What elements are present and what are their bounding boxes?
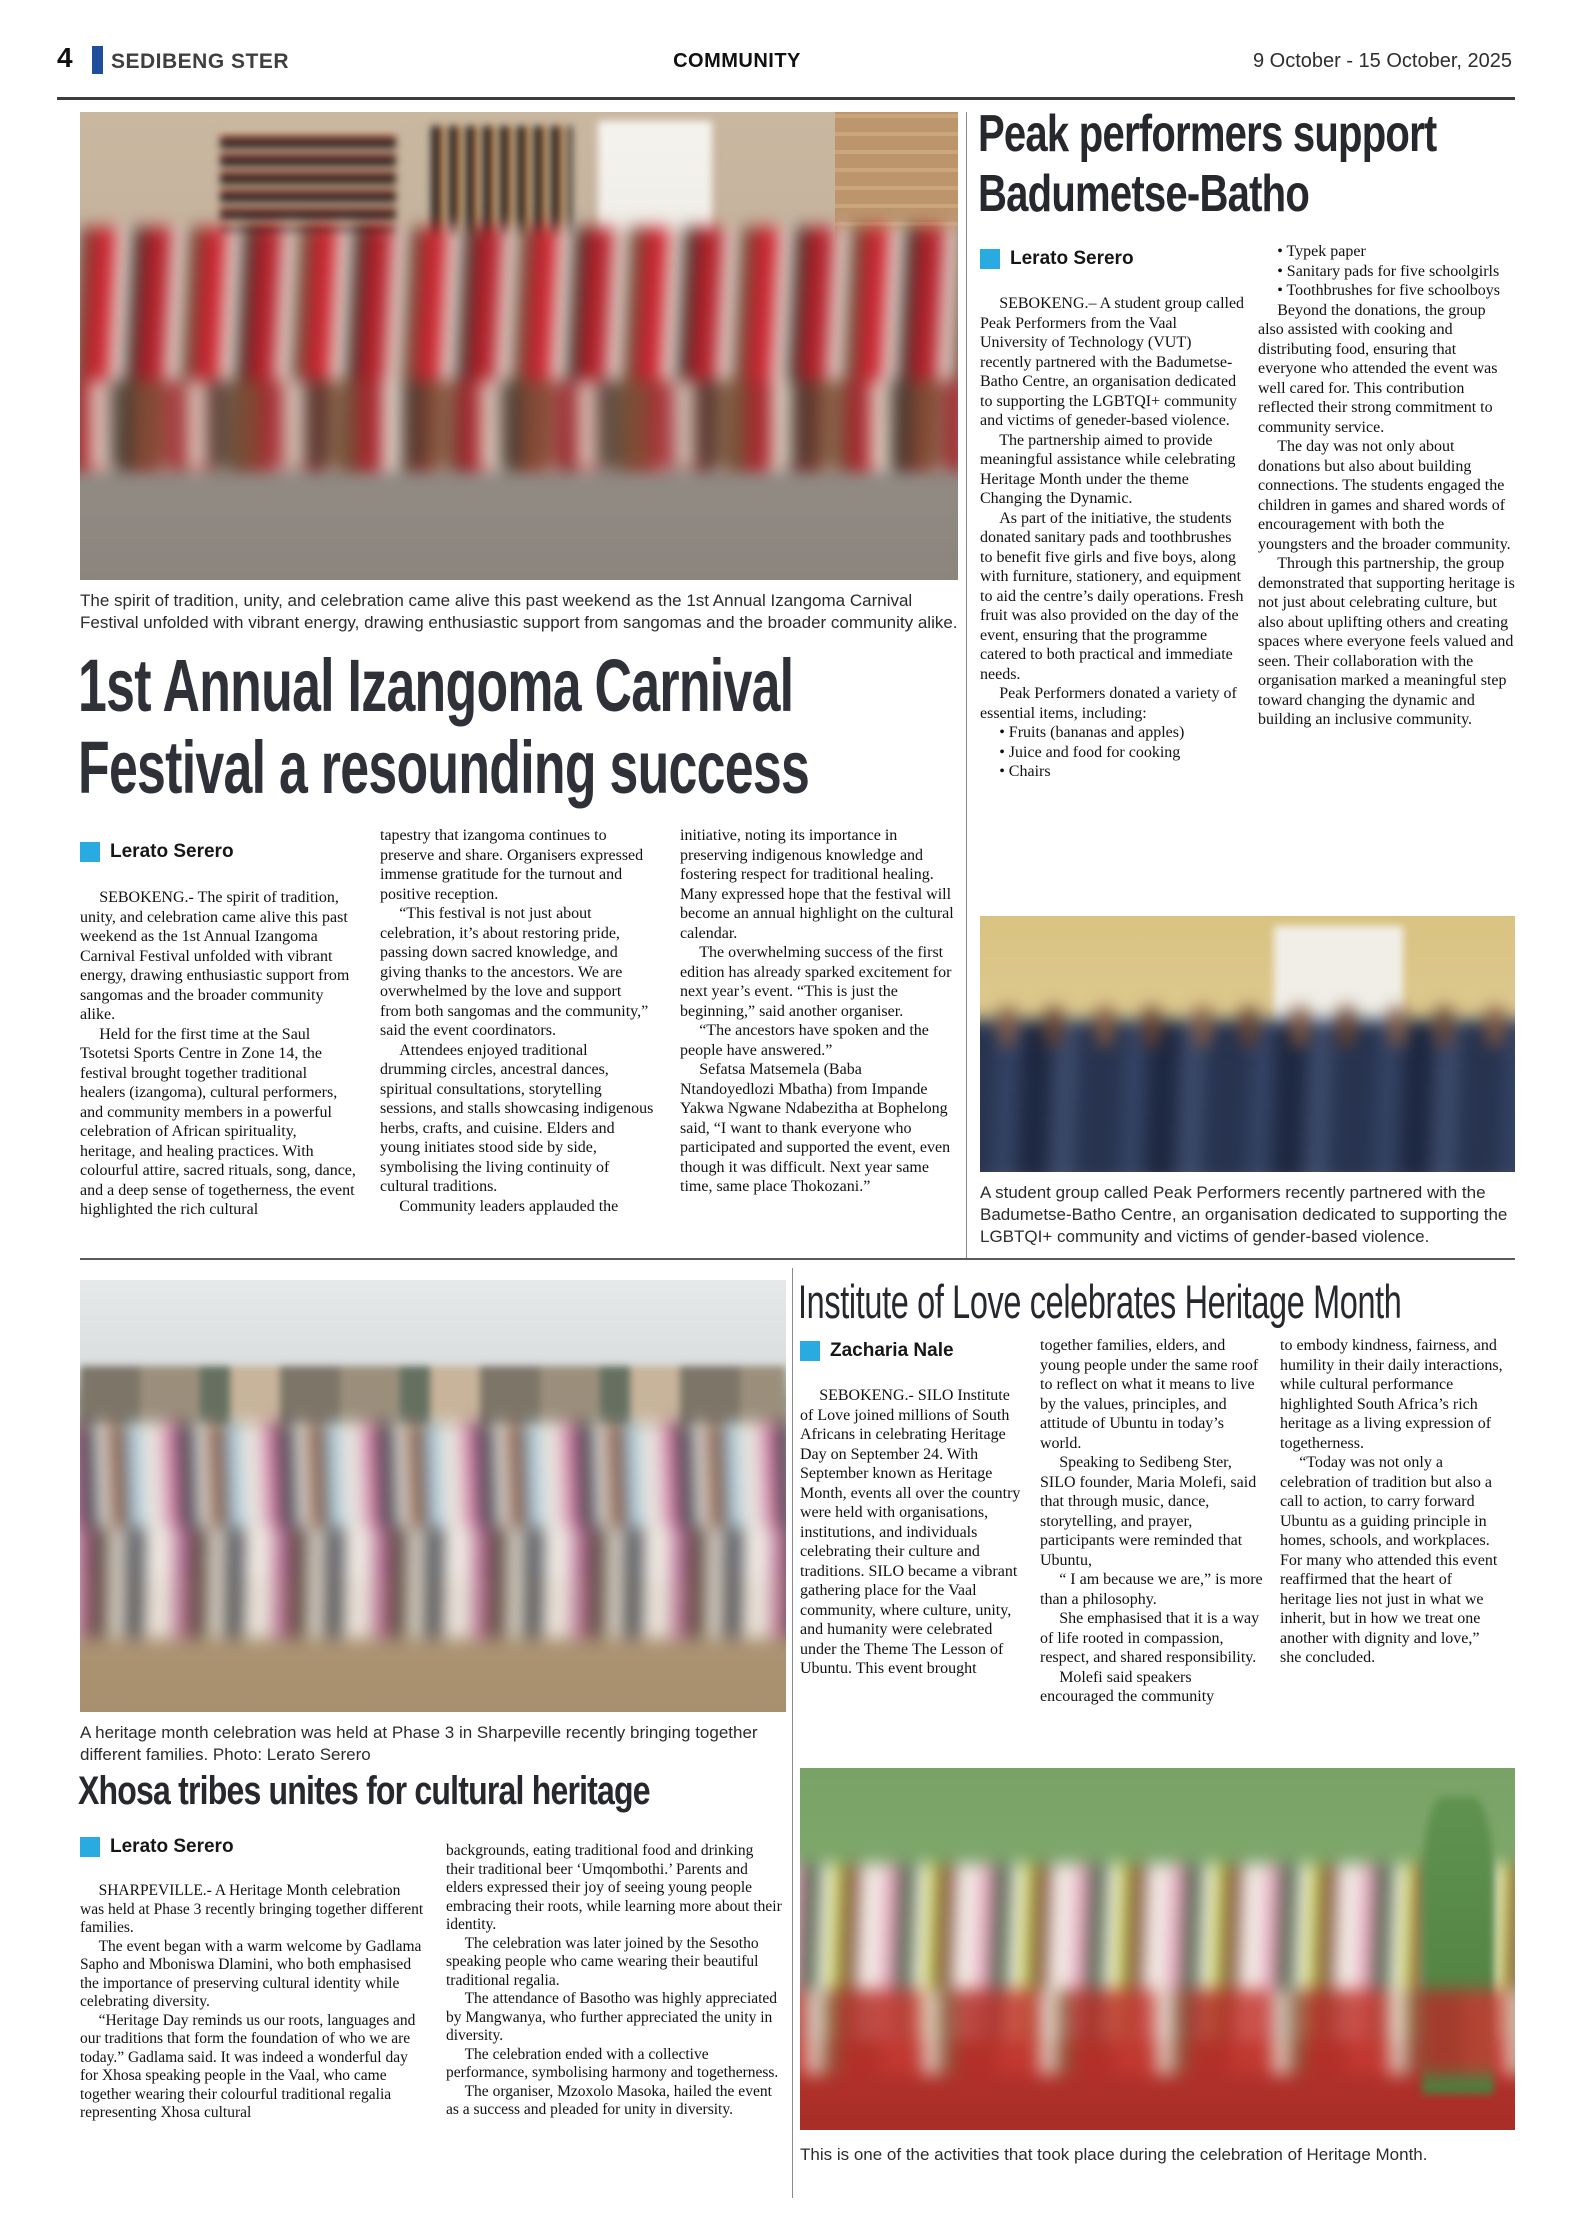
paragraph: initiative, noting its importance in preserving indigenous knowledge and fostering respect for traditional healing. Many expressed hope that the festival will become an annual highlight on the cultural calendar. xyxy=(680,827,954,942)
paragraph: The celebration was later joined by the Sesotho speaking people who came wearing their beautiful traditional regalia. xyxy=(446,1934,759,1989)
byline-marker-icon xyxy=(800,1341,820,1361)
paragraph: SHARPEVILLE.- A Heritage Month celebration was held at Phase 3 recently bringing together different families. xyxy=(80,1882,424,1936)
paragraph: The partnership aimed to provide meaningful assistance while celebrating Heritage Month under the theme Changing the Dynamic. xyxy=(980,431,1236,507)
paragraph: tapestry that izangoma continues to preserve and share. Organisers expressed immense gratitude for the turnout and positive reception. xyxy=(380,827,644,903)
section-title: COMMUNITY xyxy=(673,50,801,72)
masthead-title: SEDIBENG STER xyxy=(111,50,290,73)
izangoma-byline-name: Lerato Serero xyxy=(110,841,234,862)
paragraph: to embody kindness, fairness, and humility in their daily interactions, while cultural performance highlighted South Africa’s rich heritage as a living expression of togetherness. xyxy=(1280,1337,1503,1452)
paragraph: The celebration ended with a collective performance, symbolising harmony and togetherness. xyxy=(446,2045,779,2081)
paragraph: As part of the initiative, the students donated sanitary pads and toothbrushes to benefit five girls and five boys, along with furniture, stationery, and equipment to aid the centre’s daily operations. Fresh fruit was also provided on the day of the event, ensuring that the programme catered to both practical and immediate needs. xyxy=(980,509,1244,683)
paragraph: SEBOKENG.- SILO Institute of Love joined millions of South Africans in celebrating Heritage Day on September 24. With September known as Heritage Month, events all over the country were held with organisations, institutions, and individuals celebrating their culture and traditions. SILO became a vibrant gathering place for the Vaal community, where culture, unity, and humanity were celebrated under the Theme The Lesson of Ubuntu. This event brought xyxy=(800,1387,1021,1677)
column-divider-bottom xyxy=(792,1268,793,2198)
xhosa-byline-name: Lerato Serero xyxy=(110,1836,234,1857)
paragraph: • Fruits (bananas and apples) xyxy=(999,724,1185,741)
paragraph: Speaking to Sedibeng Ster, SILO founder, Maria Molefi, said that through music, dance, storytelling, and prayer, participants were reminded that Ubuntu, xyxy=(1040,1454,1257,1569)
phase3-heritage-photo xyxy=(80,1280,786,1712)
paragraph: The overwhelming success of the first edition has already sparked excitement for next year’s event. “This is just the beginning,” said another organiser. xyxy=(680,944,952,1020)
paragraph: SEBOKENG.– A student group called Peak Performers from the Vaal University of Technology (VUT) recently partnered with the Badumetse-Batho Centre, an organisation dedicated to supporting the LGBTQI+ community and victims of geneder-based violence. xyxy=(980,295,1245,429)
byline-marker-icon xyxy=(80,1837,100,1857)
mid-page-divider xyxy=(80,1258,1515,1260)
paragraph: together families, elders, and young people under the same roof to reflect on what it means to live by the values, principles, and attitude of Ubuntu in today’s world. xyxy=(1040,1337,1259,1452)
byline-marker-icon xyxy=(80,842,100,862)
peak-column-2 xyxy=(1258,242,1515,730)
paragraph: backgrounds, eating traditional food and drinking their traditional beer ‘Umqombothi.’ Parents and elders expressed their joy of seeing young people embracing their roots, while learning more about their identity. xyxy=(446,1842,782,1933)
izangoma-byline xyxy=(80,841,234,863)
column-divider-top xyxy=(966,112,967,1258)
byline-marker-icon xyxy=(980,249,1000,269)
izangoma-headline xyxy=(78,645,953,809)
peak-performers-photo xyxy=(980,916,1515,1172)
paragraph: Molefi said speakers encouraged the community xyxy=(1040,1668,1215,1705)
heritage-activity-photo xyxy=(800,1768,1515,2130)
paragraph: “ I am because we are,” is more than a philosophy. xyxy=(1040,1571,1263,1608)
paragraph: Community leaders applauded the xyxy=(399,1197,619,1215)
paragraph: • Typek paper xyxy=(1277,243,1366,260)
paragraph: • Sanitary pads for five schoolgirls xyxy=(1277,262,1500,280)
peak-headline xyxy=(978,104,1517,224)
izangoma-headline-line2: Festival a resounding success xyxy=(78,726,810,809)
paragraph: “Heritage Day reminds us our roots, languages and our traditions that form the foundation of who we are today.” Gadlama said. It was indeed a wonderful day for Xhosa speaking people in the Vaal, who came together wearing their colourful traditional regalia representing Xhosa cultural xyxy=(80,2011,416,2121)
peak-column-1 xyxy=(980,294,1246,782)
institute-headline: Institute of Love celebrates Heritage Month xyxy=(798,1275,1402,1328)
institute-byline-name: Zacharia Nale xyxy=(830,1340,954,1361)
paragraph: “Today was not only a celebration of tradition but also a call to action, to carry forward Ubuntu as a guiding principle in homes, schools, and workplaces. For many who attended this event reaffirmed that the heart of heritage lies not just in what we inherit, but in how we treat one another with dignity and love,” she concluded. xyxy=(1280,1454,1498,1666)
institute-column-2 xyxy=(1040,1336,1268,1707)
paragraph: She emphasised that it is a way of life rooted in compassion, respect, and shared responsibility. xyxy=(1040,1610,1260,1666)
paragraph: Attendees enjoyed traditional drumming circles, ancestral dances, spiritual consultations, storytelling sessions, and stalls showcasing indigenous herbs, crafts, and cuisine. Elders and young initiates stood side by side, symbolising the living continuity of cultural traditions. xyxy=(380,1041,654,1195)
izangoma-carnival-photo xyxy=(80,112,958,580)
paragraph: Peak Performers donated a variety of essential items, including: xyxy=(980,685,1237,722)
paragraph: The organiser, Mzoxolo Masoka, hailed the event as a success and pleaded for unity in diversity. xyxy=(446,2082,772,2118)
paragraph: Sefatsa Matsemela (Baba Ntandoyedlozi Mbatha) from Impande Yakwa Ngwane Ndabezitha at Bophelong said, “I want to thank everyone who participated and supported the event, even though it was difficult. Next year same time, same place Thokozani.” xyxy=(680,1061,951,1195)
institute-column-3 xyxy=(1280,1336,1504,1668)
paragraph: The attendance of Basotho was highly appreciated by Mangwanya, who further appreciated the unity in diversity. xyxy=(446,1990,778,2044)
xhosa-column-1 xyxy=(80,1882,424,2123)
paragraph: Beyond the donations, the group also assisted with cooking and distributing food, ensuring that everyone who attended the event was well cared for. This contribution reflected their strong commitment to community service. xyxy=(1258,301,1498,436)
institute-byline xyxy=(800,1340,954,1362)
paragraph: • Juice and food for cooking xyxy=(999,743,1181,761)
xhosa-headline: Xhosa tribes unites for cultural heritage xyxy=(78,1769,650,1813)
heritage-activity-photo-caption: This is one of the activities that took place during the celebration of Heritage Month. xyxy=(800,2145,1428,2164)
paragraph: Held for the first time at the Saul Tsotetsi Sports Centre in Zone 14, the festival brought together traditional healers (izangoma), cultural performers, and community members in a powerful celebration of African spirituality, heritage, and healing practices. With colourful attire, sacred rituals, song, dance, and a deep sense of togetherness, the event highlighted the rich cultural xyxy=(80,1025,356,1218)
phase3-photo-caption: A heritage month celebration was held at Phase 3 in Sharpeville recently bringing together different families. Photo: Lerato Serero xyxy=(80,1723,758,1764)
institute-column-1 xyxy=(800,1386,1026,1679)
paragraph: • Chairs xyxy=(999,763,1051,780)
paragraph: “The ancestors have spoken and the people have answered.” xyxy=(680,1022,929,1059)
header-divider xyxy=(57,97,1515,100)
peak-headline-line2: Badumetse-Batho xyxy=(978,165,1310,223)
xhosa-column-2 xyxy=(446,1842,782,2120)
paragraph: The day was not only about donations but also about building connections. The students engaged the children in games and shared words of encouragement with both the youngsters and the broader community. xyxy=(1258,438,1511,553)
paragraph: SEBOKENG.- The spirit of tradition, unity, and celebration came alive this past weekend as the 1st Annual Izangoma Carnival Festival unfolded with vibrant energy, drawing enthusiastic support from sangomas and the broader community alike. xyxy=(80,889,350,1023)
izangoma-column-2 xyxy=(380,826,656,1216)
peak-headline-line1: Peak performers support xyxy=(978,105,1437,163)
paragraph: The event began with a warm welcome by Gadlama Sapho and Mboniswa Dlamini, who both emphasised the importance of preserving cultural identity while celebrating diversity. xyxy=(80,1937,422,2010)
paragraph: “This festival is not just about celebration, it’s about restoring pride, passing down sacred knowledge, and giving thanks to the ancestors. We are overwhelmed by the love and support from both sangomas and the community,” said the event coordinators. xyxy=(380,905,649,1039)
page-number: 4 xyxy=(57,42,73,73)
paragraph: • Toothbrushes for five schoolboys xyxy=(1277,282,1501,299)
xhosa-byline xyxy=(80,1836,234,1858)
peak-photo-caption: A student group called Peak Performers recently partnered with the Badumetse-Batho Centre, an organisation dedicated to supporting the LGBTQI+ community and victims of gender-based violence. xyxy=(980,1183,1508,1246)
izangoma-photo-caption: The spirit of tradition, unity, and celebration came alive this past weekend as the 1st Annual Izangoma Carnival Festival unfolded with vibrant energy, drawing enthusiastic support from sangomas and the broader community alike. xyxy=(80,591,958,632)
izangoma-headline-line1: 1st Annual Izangoma Carnival xyxy=(78,644,794,727)
peak-byline xyxy=(980,248,1134,270)
izangoma-column-3 xyxy=(680,826,958,1197)
izangoma-column-1 xyxy=(80,888,356,1220)
peak-byline-name: Lerato Serero xyxy=(1010,248,1134,269)
paragraph: Through this partnership, the group demonstrated that supporting heritage is not just about celebrating culture, but also about uplifting others and creating spaces where everyone feels valued and seen. Their collaboration with the organisation marked a meaningful step toward changing the dynamic and building an inclusive community. xyxy=(1258,555,1515,728)
issue-date: 9 October - 15 October, 2025 xyxy=(1252,50,1512,72)
